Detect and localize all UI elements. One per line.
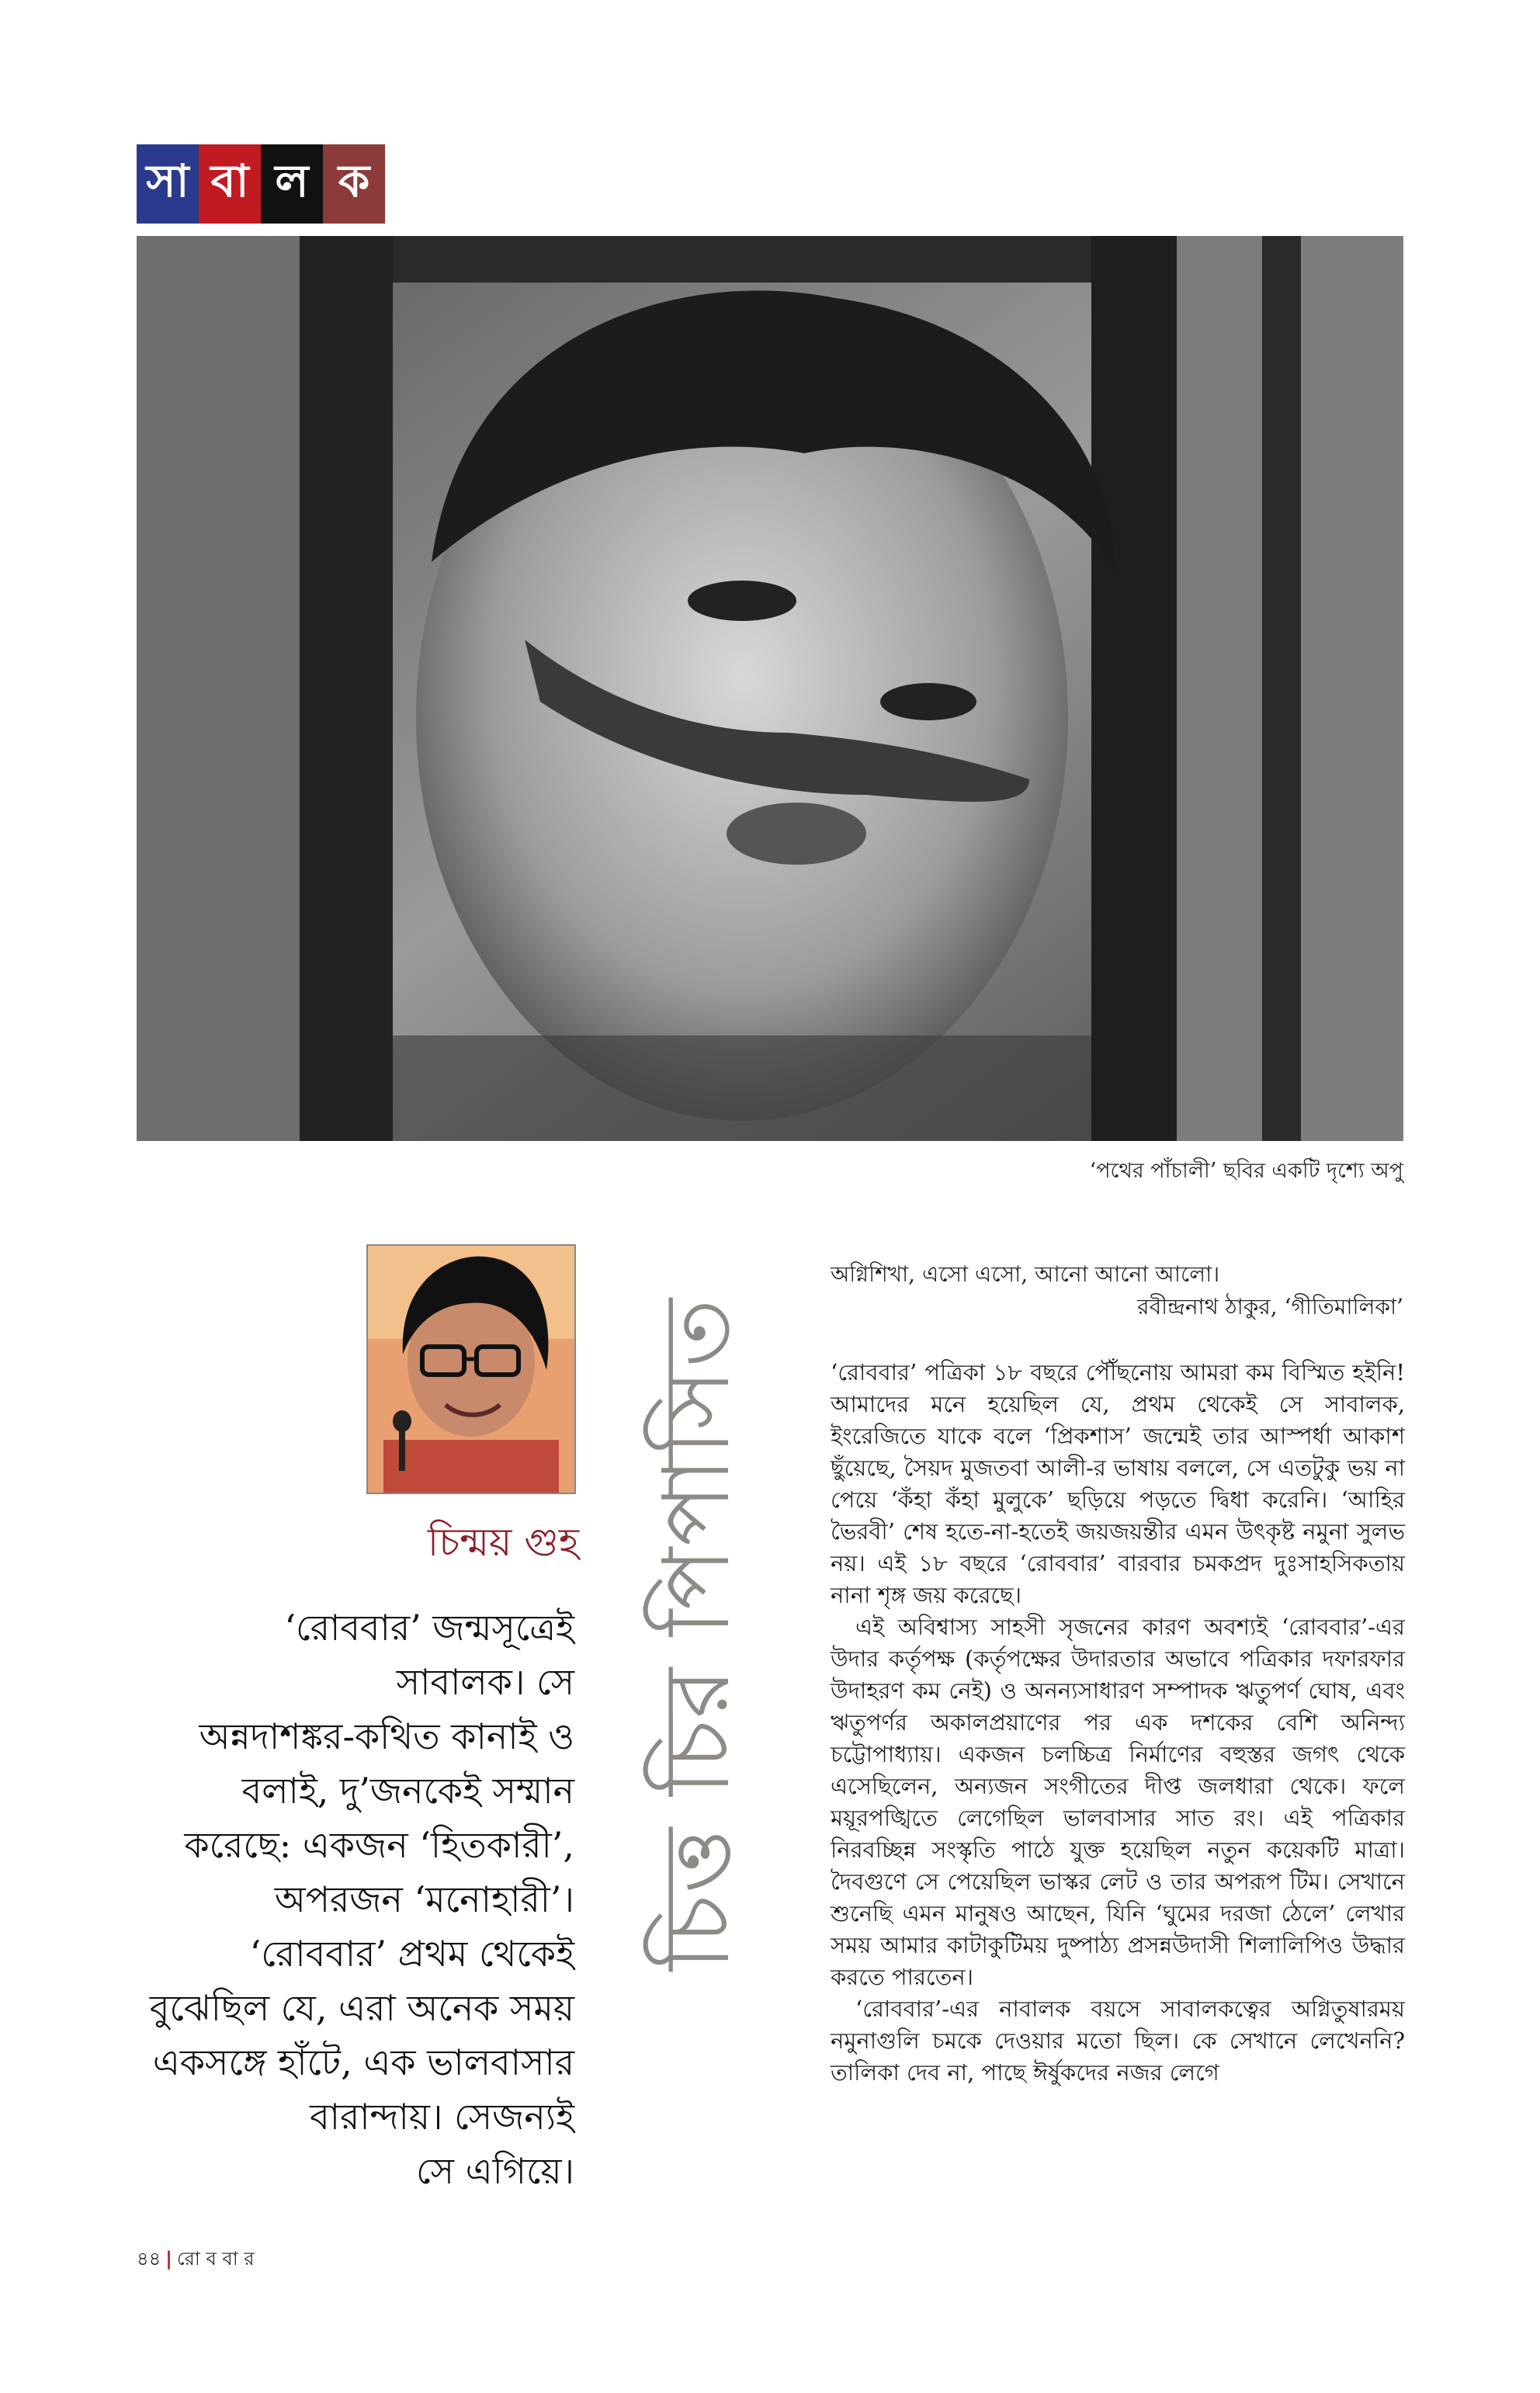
pull-quote-line: করেছে: একজন ‘হিতকারী’, <box>184 1824 574 1866</box>
pull-quote-line: ‘রোববার’ প্রথম থেকেই <box>249 1933 574 1975</box>
masthead-tile: সা <box>137 144 199 224</box>
author-portrait <box>366 1244 576 1494</box>
author-name: চিন্ময় গুহ <box>427 1520 579 1565</box>
page-number: ৪৪ <box>137 2248 161 2270</box>
masthead-tile: বা <box>199 144 261 224</box>
film-still-illustration <box>137 236 1403 1141</box>
magazine-name: রো ব বা র <box>176 2248 255 2270</box>
folio-separator: | <box>165 2248 172 2270</box>
pull-quote-line: ‘রোববার’ জন্মসূত্রেই <box>284 1607 574 1649</box>
pull-quote-line: অপরজন ‘মনোহারী’। <box>274 1878 574 1920</box>
body-paragraph: ‘রোববার’-এর নাবালক বয়সে সাবালকত্বের অগ্নিতুষারময় নমুনাগুলি চমকে দেওয়ার মতো ছিল। কে সেখানে লেখেননি? তালিকা দেব না, পাছে ঈর্ষুকদের নজর লেগে <box>831 1996 1405 2086</box>
article-body <box>831 1357 1405 2089</box>
article-title <box>636 1238 768 2030</box>
body-paragraph: এই অবিশ্বাস্য সাহসী সৃজনের কারণ অবশ্যই ‘রোববার’-এর উদার কর্তৃপক্ষ (কর্তৃপক্ষের উদারতার অভাবে পত্রিকার দফারফার উদাহরণ কম নেই) ও অনন্যসাধারণ সম্পাদক ঋতুপর্ণ ঘোষ, এবং ঋতুপর্ণর অকালপ্রয়াণের পর এক দশকের বেশি অনিন্দ্য চট্টোপাধ্যায়। একজন চলচ্চিত্র নির্মাণের বহুস্তর জগৎ থেকে এসেছিলেন, অন্যজন সংগীতের দীপ্ত জলধারা থেকে। ফলে ময়ূরপঙ্খিতে লেগেছিল ভালবাসার সাত রং। এই পত্রিকার নিরবচ্ছিন্ন সংস্কৃতি পাঠে যুক্ত হয়েছিল নতুন কয়েকটি মাত্রা। দৈবগুণে সে পেয়েছিল ভাস্কর লেট ও তার অপরূপ টিম। সেখানে শুনেছি এমন মানুষও আছেন, যিনি ‘ঘুমের দরজা ঠেলে’ লেখার সময় আমার কাটাকুটিময় দুষ্পাঠ্য প্রসন্নউদাসী শিলালিপিও উদ্ধার করতে পারতেন। <box>831 1614 1405 1990</box>
pull-quote-line: একসঙ্গে হাঁটে, এক ভালবাসার <box>152 2041 574 2083</box>
masthead-tile: ল <box>261 144 323 224</box>
author-portrait-illustration <box>368 1246 574 1493</box>
pull-quote-line: সে এগিয়ে। <box>415 2150 574 2192</box>
hero-photo <box>137 236 1403 1141</box>
pull-quote-line: অন্নদাশঙ্কর-কথিত কানাই ও <box>199 1715 574 1757</box>
folio <box>137 2245 255 2276</box>
pull-quote-line: সাবালক। সে <box>396 1661 574 1703</box>
body-paragraph: ‘রোববার’ পত্রিকা ১৮ বছরে পৌঁছনোয় আমরা কম বিস্মিত হইনি! আমাদের মনে হয়েছিল যে, প্রথম থেকেই সে সাবালক, ইংরেজিতে যাকে বলে ‘প্রিকশাস’ জন্মেই তার আস্পর্ধা আকাশ ছুঁয়েছে, সৈয়দ মুজতবা আলী-র ভাষায় বললে, সে এতটুকু ভয় না পেয়ে ‘কঁহা কঁহা মুলুকে’ ছড়িয়ে পড়তে দ্বিধা করেনি। ‘আহির ভৈরবী’ শেষ হতে-না-হতেই জয়জয়ন্তীর এমন উৎকৃষ্ট নমুনা সুলভ নয়। এই ১৮ বছরে ‘রোববার’ বারবার চমকপ্রদ দুঃসাহসিকতায় নানা শৃঙ্গ জয় করেছে। <box>831 1359 1405 1608</box>
pull-quote-line: বুঝেছিল যে, এরা অনেক সময় <box>149 1987 574 2029</box>
masthead-tile: ক <box>323 144 385 224</box>
pull-quote <box>116 1601 574 2198</box>
pull-quote-line: বারান্দায়। সেজন্যই <box>310 2096 574 2138</box>
masthead <box>137 144 385 224</box>
photo-caption: ‘পথের পাঁচালী’ ছবির একটি দৃশ্যে অপু <box>1089 1159 1403 1183</box>
epigraph-line: অগ্নিশিখা, এসো এসো, আনো আনো আলো। <box>831 1261 1220 1287</box>
pull-quote-line: বলাই, দু’জনকেই সম্মান <box>241 1770 574 1812</box>
article-title-text: চিত্ত চির পিপাসিত <box>643 1297 750 1971</box>
epigraph-attribution: রবীন্দ্রনাথ ঠাকুর, ‘গীতিমালিকা’ <box>1137 1294 1403 1320</box>
